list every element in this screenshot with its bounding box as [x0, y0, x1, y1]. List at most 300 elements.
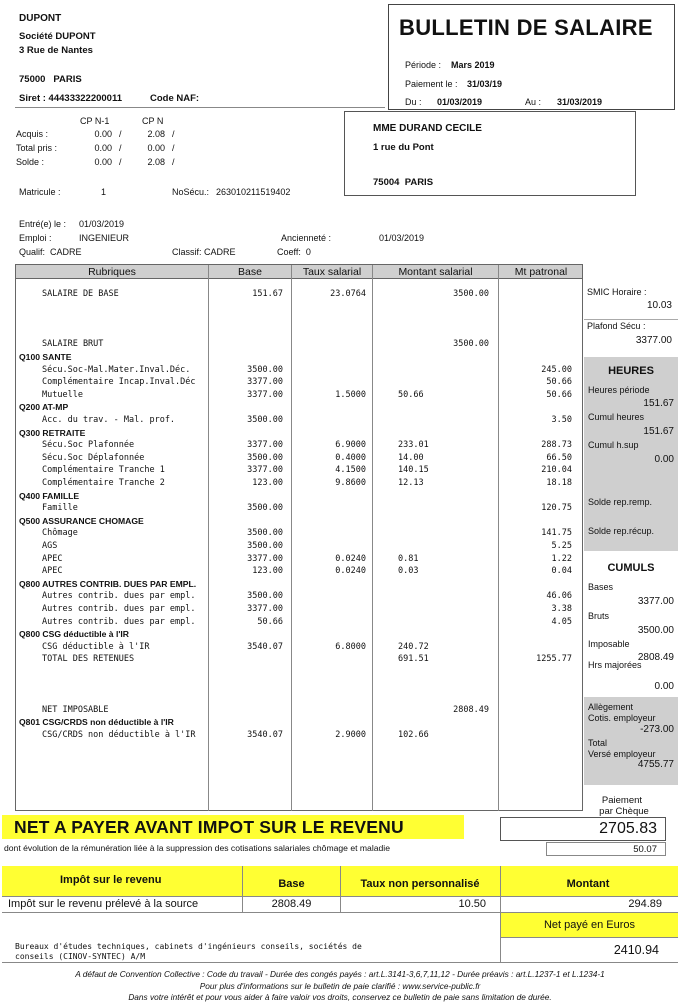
page-title: BULLETIN DE SALAIRE	[399, 15, 653, 40]
montant-cell	[398, 427, 436, 439]
base-cell: 3540.07	[247, 730, 283, 740]
table-row	[16, 452, 582, 464]
base-cell: 3377.00	[247, 604, 283, 614]
emploi-label: Emploi :	[19, 233, 52, 243]
patronal-cell	[499, 641, 572, 653]
bruts-label: Bruts	[588, 611, 610, 621]
ir-row-label: Impôt sur le revenu prélevé à la source	[8, 898, 199, 910]
rubrique-label: Sécu.Soc-Mal.Mater.Inval.Déc.	[42, 365, 191, 375]
net-paye-value: 2410.94	[613, 943, 659, 957]
taux-cell: 6.8000	[335, 642, 366, 652]
base-cell	[209, 628, 283, 640]
montant-cell: 233.01	[398, 440, 429, 450]
rubrique-label: Complémentaire Tranche 2	[42, 478, 165, 488]
nosecu-value: 263010211519402	[216, 187, 291, 197]
divider	[15, 107, 385, 108]
montant-cell: 0.81	[398, 554, 419, 564]
montant-cell	[398, 364, 436, 376]
patronal-cell	[499, 704, 572, 716]
taux-cell	[292, 578, 366, 590]
divider	[2, 962, 678, 963]
taux-cell	[292, 301, 366, 313]
base-cell: 3500.00	[247, 541, 283, 551]
bruts-value: 3500.00	[637, 625, 674, 636]
taux-cell	[292, 616, 366, 628]
divider	[584, 319, 678, 320]
rubrique-label: SALAIRE DE BASE	[42, 289, 119, 299]
patronal-cell	[499, 401, 572, 413]
montant-cell	[398, 666, 436, 678]
base-cell	[209, 691, 283, 703]
qualif: Qualif: CADRE	[19, 247, 82, 257]
patronal-cell	[499, 288, 572, 300]
du-value: 01/03/2019	[437, 97, 483, 107]
plafond-label: Plafond Sécu :	[587, 321, 646, 331]
patronal-cell: 50.66	[546, 377, 572, 387]
solde-recup-label: Solde rep.récup.	[588, 526, 655, 536]
rubrique-label: Autres contrib. dues par empl.	[42, 604, 196, 614]
separator: /	[119, 129, 122, 139]
base-cell	[209, 313, 283, 325]
montant-cell	[398, 527, 436, 539]
base-cell	[209, 666, 283, 678]
taux-cell	[292, 540, 366, 552]
ir-row-base: 2808.49	[271, 898, 312, 910]
smic-value: 10.03	[646, 300, 672, 311]
montant-cell: 140.15	[398, 465, 429, 475]
section-heading: Q800 AUTRES CONTRIB. DUES PAR EMPL.	[19, 579, 197, 589]
patronal-cell	[499, 338, 572, 350]
patronal-cell	[499, 628, 572, 640]
montant-cell: 3500.00	[453, 339, 489, 349]
base-cell	[209, 716, 283, 728]
table-row	[16, 616, 582, 628]
header-rubriques: Rubriques	[88, 266, 136, 278]
paiement-side-label: Paiement	[601, 795, 643, 806]
conges-cp-n1: 0.00	[94, 143, 112, 153]
table-row	[16, 704, 582, 716]
table-row	[16, 351, 582, 363]
table-row	[16, 439, 582, 451]
rubrique-label: Acc. du trav. - Mal. prof.	[42, 415, 176, 425]
allegement-panel	[584, 697, 678, 785]
anciennete-label: Ancienneté :	[281, 233, 332, 243]
cumul-hsup-label: Cumul h.sup	[588, 440, 639, 450]
base-cell: 3500.00	[247, 415, 283, 425]
heures-panel	[584, 357, 678, 551]
matricule-value: 1	[101, 187, 107, 197]
montant-cell	[398, 326, 436, 338]
montant-cell	[398, 351, 436, 363]
table-row	[16, 578, 582, 590]
patronal-cell: 3.50	[551, 415, 572, 425]
table-row	[16, 376, 582, 388]
base-cell	[209, 653, 283, 665]
company-naf: Code NAF:	[150, 93, 200, 104]
base-cell: 3377.00	[247, 440, 283, 450]
base-cell: 3377.00	[247, 554, 283, 564]
conges-cp-n: 2.08	[147, 129, 165, 139]
plafond-value: 3377.00	[635, 335, 672, 346]
ir-header-montant: Montant	[566, 878, 610, 890]
table-row	[16, 603, 582, 615]
employee-street: 1 rue du Pont	[373, 142, 434, 153]
patronal-cell: 288.73	[541, 440, 572, 450]
taux-cell	[292, 527, 366, 539]
taux-cell: 0.0240	[335, 554, 366, 564]
table-row	[16, 515, 582, 527]
entree-label: Entré(e) le :	[19, 219, 67, 229]
patronal-cell: 18.18	[546, 478, 572, 488]
cumul-hsup-value: 0.00	[654, 454, 674, 465]
separator: /	[119, 143, 122, 153]
table-row	[16, 540, 582, 552]
conges-label: Total pris :	[16, 143, 58, 153]
rubrique-label: CSG déductible à l'IR	[42, 642, 150, 652]
base-cell	[209, 578, 283, 590]
taux-cell	[292, 716, 366, 728]
conges-label: Solde :	[16, 157, 45, 167]
rubrique-label: CSG/CRDS non déductible à l'IR	[42, 730, 196, 740]
base-cell	[209, 351, 283, 363]
convention-text: Bureaux d'études techniques, cabinets d'ingénieurs conseils, sociétés de conseils (CINOV-SYNTEC) A/M	[15, 942, 362, 961]
montant-cell	[398, 679, 436, 691]
smic-label: SMIC Horaire :	[587, 287, 647, 297]
divider	[501, 937, 678, 938]
patronal-cell: 1.22	[551, 554, 572, 564]
taux-cell: 1.5000	[335, 390, 366, 400]
rubrique-label: Mutuelle	[42, 390, 83, 400]
patronal-cell: 46.06	[546, 591, 572, 601]
patronal-cell	[499, 301, 572, 313]
montant-cell	[398, 540, 436, 552]
rubrique-label: Autres contrib. dues par empl.	[42, 591, 196, 601]
patronal-cell: 4.05	[551, 617, 572, 627]
taux-cell	[292, 628, 366, 640]
rubrique-label: Complémentaire Incap.Inval.Déc	[42, 377, 196, 387]
separator: /	[172, 157, 175, 167]
footer-line-3: Dans votre intérêt et pour vous aider à faire valoir vos droits, conservez ce bulletin de paie sans limitation de durée.	[128, 992, 552, 1002]
verse-employeur-label: Versé employeur	[588, 749, 656, 759]
taux-cell	[292, 376, 366, 388]
table-row	[16, 691, 582, 703]
rubrique-label: Sécu.Soc Déplafonnée	[42, 453, 145, 463]
patronal-cell: 1255.77	[536, 654, 572, 664]
taux-cell: 0.4000	[335, 453, 366, 463]
patronal-cell: 3.38	[551, 604, 572, 614]
patronal-cell: 5.25	[551, 541, 572, 551]
ir-row-taux: 10.50	[458, 898, 486, 910]
taux-cell	[292, 653, 366, 665]
imposable-label: Imposable	[588, 639, 630, 649]
taux-cell	[292, 679, 366, 691]
taux-cell	[292, 666, 366, 678]
montant-cell	[398, 628, 436, 640]
table-row	[16, 490, 582, 502]
rubrique-label: Chômage	[42, 528, 78, 538]
patronal-cell: 245.00	[541, 365, 572, 375]
du-label: Du :	[405, 97, 422, 107]
montant-cell	[398, 414, 436, 426]
heures-periode-value: 151.67	[643, 398, 674, 409]
table-row	[16, 338, 582, 350]
section-heading: Q100 SANTE	[19, 352, 72, 362]
section-heading: Q300 RETRAITE	[19, 428, 86, 438]
header-patronal: Mt patronal	[514, 266, 568, 278]
montant-cell: 691.51	[398, 654, 429, 664]
montant-cell: 12.13	[398, 478, 424, 488]
au-value: 31/03/2019	[557, 97, 603, 107]
taux-cell	[292, 364, 366, 376]
evolution-text: dont évolution de la rémunération liée à la suppression des cotisations salariales chômage et maladie	[4, 843, 390, 853]
montant-cell	[398, 490, 436, 502]
rubrique-label: Autres contrib. dues par empl.	[42, 617, 196, 627]
taux-cell	[292, 427, 366, 439]
cumul-heures-value: 151.67	[643, 426, 674, 437]
table-row	[16, 389, 582, 401]
footer-line-1: A défaut de Convention Collective : Code du travail - Durée des congés payés : art.L.3141-3,6,7,11,12 - Durée préavis : art.L.1237-1 et L.1234-1	[75, 969, 605, 979]
table-row	[16, 464, 582, 476]
base-cell: 3500.00	[247, 503, 283, 513]
base-cell: 3500.00	[247, 528, 283, 538]
table-row	[16, 653, 582, 665]
patronal-cell	[499, 490, 572, 502]
divider	[2, 896, 678, 897]
header-montant: Montant salarial	[398, 266, 473, 278]
taux-cell: 0.0240	[335, 566, 366, 576]
separator: /	[172, 129, 175, 139]
cp-n1-header: CP N-1	[80, 116, 110, 126]
base-cell	[209, 326, 283, 338]
table-row	[16, 641, 582, 653]
paiement-label: Paiement le :	[405, 79, 458, 89]
table-row	[16, 679, 582, 691]
montant-cell: 2808.49	[453, 705, 489, 715]
taux-cell: 4.1500	[335, 465, 366, 475]
header-taux: Taux salarial	[302, 266, 362, 278]
montant-cell	[398, 313, 436, 325]
table-row	[16, 313, 582, 325]
montant-cell: 0.03	[398, 566, 419, 576]
section-heading: Q400 FAMILLE	[19, 491, 80, 501]
entree-value: 01/03/2019	[79, 219, 125, 229]
patronal-cell	[499, 427, 572, 439]
patronal-cell	[499, 351, 572, 363]
patronal-cell	[499, 729, 572, 741]
taux-cell	[292, 691, 366, 703]
taux-cell	[292, 590, 366, 602]
base-cell	[209, 427, 283, 439]
cotis-employeur-value: -273.00	[640, 724, 674, 735]
ir-header-base: Base	[278, 878, 305, 890]
conges-cp-n1: 0.00	[94, 129, 112, 139]
montant-cell	[398, 401, 436, 413]
montant-cell	[398, 590, 436, 602]
taux-cell	[292, 401, 366, 413]
section-heading: Q500 ASSURANCE CHOMAGE	[19, 516, 144, 526]
base-cell	[209, 401, 283, 413]
base-cell: 123.00	[252, 566, 283, 576]
paiement-value: 31/03/19	[467, 79, 503, 89]
montant-cell	[398, 616, 436, 628]
ir-header-taux: Taux non personnalisé	[360, 878, 480, 890]
table-row	[16, 414, 582, 426]
table-row	[16, 666, 582, 678]
rubrique-label: APEC	[42, 554, 63, 564]
section-heading: Q200 AT-MP	[19, 402, 69, 412]
section-heading: Q801 CSG/CRDS non déductible à l'IR	[19, 717, 174, 727]
table-row	[16, 288, 582, 300]
conges-cp-n: 2.08	[147, 157, 165, 167]
base-cell: 50.66	[257, 617, 283, 627]
bases-label: Bases	[588, 582, 614, 592]
cp-n-header: CP N	[142, 116, 164, 126]
patronal-cell: 0.04	[551, 566, 572, 576]
taux-cell	[292, 414, 366, 426]
base-cell	[209, 704, 283, 716]
net-avant-impot-value: 2705.83	[599, 820, 657, 837]
table-row	[16, 301, 582, 313]
table-row	[16, 553, 582, 565]
rubrique-label: Famille	[42, 503, 78, 513]
solde-remp-label: Solde rep.remp.	[588, 497, 653, 507]
patronal-cell	[499, 515, 572, 527]
montant-cell	[398, 578, 436, 590]
company-name: DUPONT	[19, 13, 62, 24]
patronal-cell	[499, 691, 572, 703]
table-row	[16, 364, 582, 376]
taux-cell: 9.8600	[335, 478, 366, 488]
patronal-cell	[499, 313, 572, 325]
base-cell	[209, 490, 283, 502]
patronal-cell: 120.75	[541, 503, 572, 513]
rubrique-label: Complémentaire Tranche 1	[42, 465, 165, 475]
montant-cell	[398, 716, 436, 728]
table-row	[16, 565, 582, 577]
heures-periode-label: Heures période	[588, 385, 650, 395]
footer-line-2: Pour plus d'informations sur le bulletin de paie clarifié : www.service-public.fr	[199, 981, 481, 991]
verse-employeur-value: 4755.77	[637, 759, 674, 770]
base-cell: 3500.00	[247, 591, 283, 601]
company-siret: Siret : 44433322200011	[19, 93, 123, 104]
montant-cell: 240.72	[398, 642, 429, 652]
classif: Classif: CADRE	[172, 247, 236, 257]
montant-cell	[398, 301, 436, 313]
net-avant-impot-label: NET A PAYER AVANT IMPOT SUR LE REVENU	[14, 817, 404, 837]
conges-cp-n1: 0.00	[94, 157, 112, 167]
table-row	[16, 729, 582, 741]
employee-name: MME DURAND CECILE	[373, 123, 482, 134]
table-row	[16, 326, 582, 338]
table-row	[16, 628, 582, 640]
base-cell: 3540.07	[247, 642, 283, 652]
coeff: Coeff: 0	[277, 247, 311, 257]
cumul-heures-label: Cumul heures	[588, 412, 645, 422]
rubrique-label: AGS	[42, 541, 58, 551]
base-cell	[209, 679, 283, 691]
taux-cell: 6.9000	[335, 440, 366, 450]
montant-cell	[398, 515, 436, 527]
company-city: 75000 PARIS	[19, 74, 82, 85]
montant-cell: 50.66	[398, 390, 424, 400]
allegement-label: Allègement	[588, 702, 634, 712]
montant-cell: 3500.00	[453, 289, 489, 299]
taux-cell	[292, 351, 366, 363]
header-base: Base	[238, 266, 262, 278]
table-row	[16, 427, 582, 439]
base-cell	[209, 338, 283, 350]
taux-cell	[292, 313, 366, 325]
imposable-value: 2808.49	[637, 652, 674, 663]
table-row	[16, 401, 582, 413]
montant-cell	[398, 376, 436, 388]
nosecu-label: NoSécu.:	[172, 187, 210, 197]
taux-cell: 23.0764	[330, 289, 366, 299]
ir-header-label: Impôt sur le revenu	[60, 874, 162, 886]
base-cell: 123.00	[252, 478, 283, 488]
section-heading: Q800 CSG déductible à l'IR	[19, 629, 129, 639]
patronal-cell	[499, 666, 572, 678]
au-label: Au :	[525, 97, 542, 107]
conges-label: Acquis :	[16, 129, 49, 139]
patronal-cell: 210.04	[541, 465, 572, 475]
heures-title: HEURES	[608, 365, 654, 377]
title-box	[388, 4, 675, 110]
taux-cell	[292, 338, 366, 350]
periode-label: Période :	[405, 60, 442, 70]
emploi-value: INGENIEUR	[79, 233, 130, 243]
rubrique-label: TOTAL DES RETENUES	[42, 654, 135, 664]
base-cell: 3500.00	[247, 453, 283, 463]
patronal-cell	[499, 326, 572, 338]
taux-cell	[292, 704, 366, 716]
table-row	[16, 477, 582, 489]
anciennete-value: 01/03/2019	[379, 233, 425, 243]
table-row	[16, 716, 582, 728]
patronal-cell: 66.50	[546, 453, 572, 463]
evolution-box	[546, 842, 666, 856]
rubrique-label: SALAIRE BRUT	[42, 339, 104, 349]
rubrique-label: Sécu.Soc Plafonnée	[42, 440, 135, 450]
net-paye-label: Net payé en Euros	[543, 919, 636, 931]
base-cell: 3377.00	[247, 390, 283, 400]
taux-cell	[292, 502, 366, 514]
base-cell: 151.67	[252, 289, 283, 299]
taux-cell	[292, 603, 366, 615]
paiement-mode: par Chèque	[599, 806, 649, 817]
company-street: 3 Rue de Nantes	[19, 45, 93, 56]
base-cell: 3377.00	[247, 377, 283, 387]
ir-row-montant: 294.89	[628, 898, 662, 910]
patronal-cell: 141.75	[541, 528, 572, 538]
net-avant-impot-box	[500, 817, 666, 841]
hrs-majorees-label: Hrs majorées	[588, 660, 642, 670]
montant-cell	[398, 603, 436, 615]
bases-value: 3377.00	[637, 596, 674, 607]
montant-cell	[398, 691, 436, 703]
patronal-cell	[499, 679, 572, 691]
evolution-value: 50.07	[633, 844, 657, 855]
company-full-name: Société DUPONT	[19, 31, 96, 42]
table-row	[16, 527, 582, 539]
base-cell: 3377.00	[247, 465, 283, 475]
periode-value: Mars 2019	[451, 60, 495, 70]
employee-address-box	[344, 111, 636, 196]
table-row	[16, 502, 582, 514]
cumuls-title: CUMULS	[607, 562, 655, 574]
base-cell: 3500.00	[247, 365, 283, 375]
rubrique-label: APEC	[42, 566, 63, 576]
